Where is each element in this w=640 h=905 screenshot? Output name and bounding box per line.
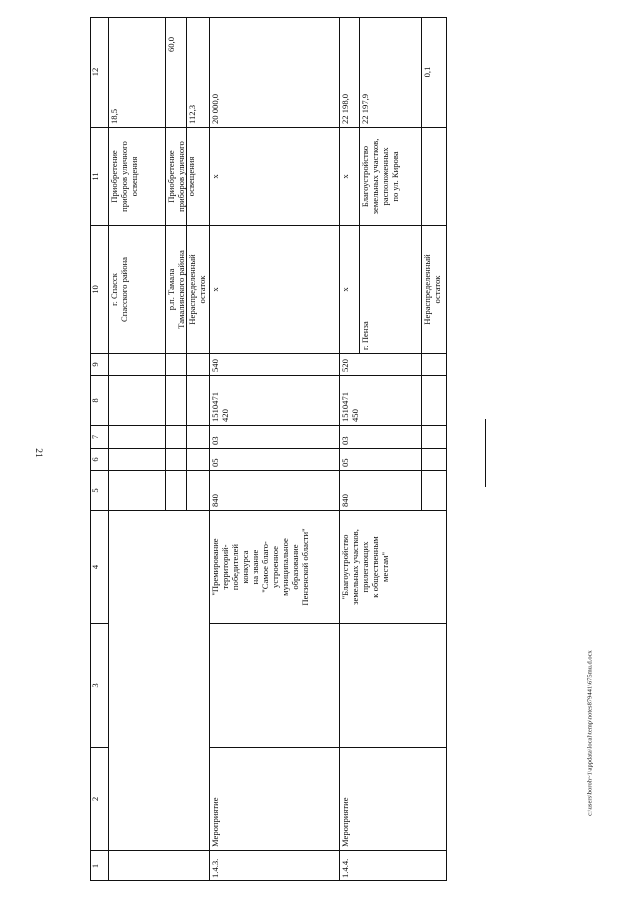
- r143-code-8: [209, 376, 339, 426]
- r144-type: Мероприятие: [339, 748, 447, 851]
- r2-locality-line-2: Тамалинского района: [175, 250, 186, 329]
- r3-cell-6: [186, 449, 209, 471]
- r144-code-5: 840: [339, 471, 359, 511]
- r144-code-7: 03: [339, 426, 359, 449]
- r144-cell-3: [339, 624, 447, 748]
- r1-purpose-line-3: освещения: [128, 156, 139, 197]
- s2-purpose: [421, 128, 447, 226]
- s2-cell-8: [421, 376, 447, 426]
- r2-purpose-line-2: приборов уличного: [175, 141, 186, 212]
- header-cell-9: 9: [90, 354, 108, 376]
- header-cell-11: 11: [90, 128, 108, 226]
- r144-code-6: 05: [339, 449, 359, 471]
- r144-code-8: [339, 376, 359, 426]
- header-cell-8: 8: [90, 376, 108, 426]
- s2-locality: [421, 226, 447, 354]
- r144-amount: 22 198,0: [339, 17, 359, 128]
- s2-cell-6: [421, 449, 447, 471]
- r1-cell-9: [108, 354, 165, 376]
- s2-cell-5: [421, 471, 447, 511]
- header-cell-5: 5: [90, 471, 108, 511]
- r1-locality-line-1: г. Спасск: [109, 273, 119, 306]
- r3-cell-5: [186, 471, 209, 511]
- table-wrapper: [90, 17, 447, 881]
- page-number: 21: [33, 448, 43, 458]
- r2-locality: [165, 226, 186, 354]
- r143-title-line-3: победителей: [229, 543, 240, 591]
- r143-title-line-2: территорий-: [219, 544, 230, 590]
- r144-title-line-2: земельных участков,: [349, 529, 360, 605]
- budget-table: [90, 17, 447, 881]
- r2-purpose-line-3: освещения: [185, 156, 196, 197]
- r3-purpose: [186, 128, 209, 226]
- r143-title-line-10: Пензенской области": [299, 528, 310, 606]
- r143-title-line-8: муниципальное: [279, 538, 290, 596]
- header-cell-6: 6: [90, 449, 108, 471]
- r143-code-9: 540: [209, 354, 339, 376]
- s1-purpose: [359, 128, 421, 226]
- r144-code-8-line-2: 450: [349, 409, 360, 422]
- r144-number: 1.4.4.: [339, 851, 447, 881]
- footer-file-path: c:\users\boroh~1\appdata\local\temp\notes879441\675mu.d.ocx: [586, 650, 594, 816]
- r143-title-line-5: на звание: [249, 549, 260, 585]
- r3-amount: 112,3: [186, 17, 209, 128]
- r1-purpose-line-2: приборов уличного: [118, 141, 129, 212]
- r144-purpose: x: [339, 128, 359, 226]
- r143-locality: x: [209, 226, 339, 354]
- r1-cell-7: [108, 426, 165, 449]
- s1-amount: 22 197,9: [359, 17, 421, 128]
- r143-amount: 20 000,0: [209, 17, 339, 128]
- s2-cell-9: [421, 354, 447, 376]
- r144-title-line-3: прилегающих: [359, 541, 370, 593]
- r143-title: [209, 511, 339, 624]
- cont-cell-2-4: [108, 511, 209, 851]
- r144-title-line-5: местам": [379, 552, 390, 582]
- r1-cell-8: [108, 376, 165, 426]
- s1-cell-9: [359, 354, 421, 376]
- r1-cell-6: [108, 449, 165, 471]
- horizontal-rule: [485, 419, 486, 487]
- header-cell-12: 12: [90, 17, 108, 128]
- r143-title-line-9: образование: [289, 544, 300, 590]
- r143-purpose: x: [209, 128, 339, 226]
- s1-cell-8: [359, 376, 421, 426]
- r143-title-line-7: устроенное: [269, 546, 280, 588]
- s2-locality-line-2: остаток: [431, 275, 442, 304]
- r3-locality-line-1: Нераспределенный: [187, 254, 197, 325]
- s1-purpose-line-3: расположенных: [379, 147, 390, 206]
- s1-purpose-line-1: Благоустройство: [360, 145, 370, 208]
- s1-cell-7: [359, 426, 421, 449]
- header-cell-2: 2: [90, 748, 108, 851]
- header-cell-1: 1: [90, 863, 100, 869]
- header-cell-3: 3: [90, 624, 108, 748]
- header-cell-4: 4: [90, 511, 108, 624]
- r3-locality-line-2: остаток: [196, 275, 207, 304]
- r1-purpose: [108, 128, 165, 226]
- r143-code-7: 03: [209, 426, 339, 449]
- r144-title: [339, 511, 447, 624]
- r143-code-8-line-1: 1510471: [210, 391, 220, 422]
- r1-purpose-line-1: Приобретение: [109, 150, 119, 203]
- s2-amount: 0,1: [421, 17, 447, 128]
- r143-code-6: 05: [209, 449, 339, 471]
- r143-title-line-4: конкурса: [239, 550, 250, 584]
- r2-cell-5: [165, 471, 186, 511]
- r2-locality-line-1: р.п. Тамала: [166, 268, 176, 311]
- s1-purpose-line-2: земельных участков,: [369, 138, 380, 215]
- r1-cell-5: [108, 471, 165, 511]
- r143-code-5: 840: [209, 471, 339, 511]
- r1-locality: [108, 226, 165, 354]
- r144-title-line-4: к общественным: [369, 536, 380, 598]
- r143-cell-3: [209, 624, 339, 748]
- cont-cell-1: [108, 851, 209, 881]
- s2-locality-line-1: Нераспределенный: [422, 254, 432, 325]
- s1-locality: г. Пенза: [359, 226, 421, 354]
- r3-locality: [186, 226, 209, 354]
- r143-title-line-6: "Самое благо-: [259, 541, 270, 593]
- header-cell-10: 10: [90, 226, 108, 354]
- r144-locality: x: [339, 226, 359, 354]
- r3-cell-9: [186, 354, 209, 376]
- s1-cell-6: [359, 449, 421, 471]
- r144-code-9: 520: [339, 354, 359, 376]
- r1-amount: 18,5: [108, 17, 165, 128]
- r2-cell-7: [165, 426, 186, 449]
- r2-cell-8: [165, 376, 186, 426]
- r1-locality-line-2: Спасского района: [118, 257, 129, 322]
- r2-cell-6: [165, 449, 186, 471]
- header-cell-7: 7: [90, 426, 108, 449]
- r3-cell-8: [186, 376, 209, 426]
- r144-title-line-1: "Благоустройство: [340, 534, 350, 600]
- s2-cell-7: [421, 426, 447, 449]
- s1-purpose-line-4: по ул. Кирова: [389, 151, 400, 202]
- r2-cell-9: [165, 354, 186, 376]
- s1-cell-5: [359, 471, 421, 511]
- r2-amount: 60,0: [165, 17, 186, 128]
- r143-code-8-line-2: 420: [219, 409, 230, 422]
- r143-type: Мероприятие: [209, 748, 339, 851]
- r143-number: 1.4.3.: [209, 851, 339, 881]
- r144-code-8-line-1: 1510471: [340, 391, 350, 422]
- r143-title-line-1: "Премирование: [210, 538, 220, 596]
- r2-purpose-line-1: Приобретение: [166, 150, 176, 203]
- r3-cell-7: [186, 426, 209, 449]
- r2-purpose: [165, 128, 196, 226]
